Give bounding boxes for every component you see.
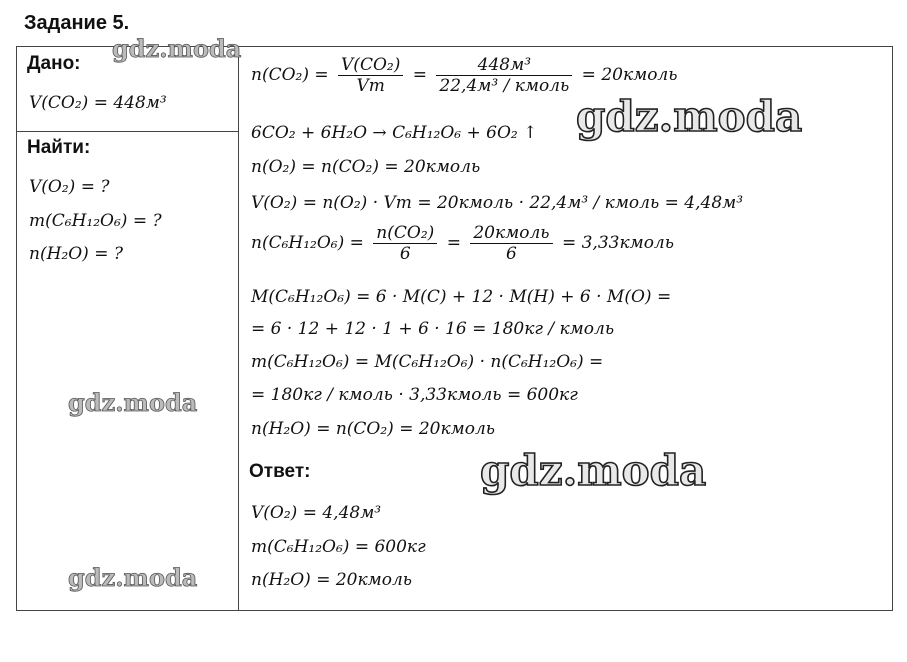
task-title: Задание 5. — [24, 12, 130, 34]
formula-line-6: M(C₆H₁₂O₆) = 6 · M(C) + 12 · M(H) + 6 · M(O) = — [251, 287, 672, 307]
given-item: V(CO₂) = 448м³ — [29, 93, 167, 113]
formula-line-8: m(C₆H₁₂O₆) = M(C₆H₁₂O₆) · n(C₆H₁₂O₆) = — [251, 352, 604, 372]
fraction: $\frac{\text{20кмоль}}{6}$ — [470, 223, 552, 264]
find-heading: Найти: — [27, 137, 91, 158]
formula-line-9: = 180кг / кмоль · 3,33кмоль = 600кг — [251, 385, 578, 405]
formula-line-2: 6CO₂ + 6H₂O → C₆H₁₂O₆ + 6O₂ ↑ — [251, 123, 538, 143]
formula-line-3: n(O₂) = n(CO₂) = 20кмоль — [251, 157, 481, 177]
formula-line-7: = 6 · 12 + 12 · 1 + 6 · 16 = 180кг / кмоль — [251, 319, 615, 339]
formula-line-5: n(C₆H₁₂O₆) = $\frac{\text{n(CO₂)}}{6}$ = $\frac{\text{20кмоль}}{6}$ = 3,33кмоль — [251, 223, 675, 264]
answer-item: V(O₂) = 4,48м³ — [251, 503, 382, 523]
find-item: n(H₂O) = ? — [29, 244, 123, 264]
find-item: m(C₆H₁₂O₆) = ? — [29, 211, 162, 231]
watermark-logo: gdz.moda — [576, 92, 803, 141]
fraction: $\frac{\text{n(CO₂)}}{6}$ — [373, 223, 437, 264]
fraction: $\frac{\text{448м³}}{\text{22,4м³ / кмоль}}$ — [436, 55, 572, 96]
watermark-logo: gdz.moda — [68, 563, 198, 592]
watermark-logo: gdz.moda — [112, 34, 242, 63]
find-item: V(O₂) = ? — [29, 177, 110, 197]
fraction: $\frac{\text{V(CO₂)}}{Vm}$ — [338, 55, 403, 96]
watermark-logo: gdz.moda — [68, 388, 198, 417]
answer-item: n(H₂O) = 20кмоль — [251, 570, 413, 590]
given-divider — [17, 131, 239, 132]
formula-line-10: n(H₂O) = n(CO₂) = 20кмоль — [251, 419, 496, 439]
answer-heading: Ответ: — [249, 461, 311, 482]
formula-line-1: n(CO₂) = $\frac{\text{V(CO₂)}}{Vm}$ = $\frac{\text{448м³}}{\text{22,4м³ / кмоль}}$ = 20кмоль — [251, 55, 678, 96]
given-heading: Дано: — [27, 53, 81, 74]
watermark-logo: gdz.moda — [480, 446, 707, 495]
formula-line-4: V(O₂) = n(O₂) · Vm = 20кмоль · 22,4м³ / кмоль = 4,48м³ — [251, 193, 744, 213]
answer-item: m(C₆H₁₂O₆) = 600кг — [251, 537, 426, 557]
